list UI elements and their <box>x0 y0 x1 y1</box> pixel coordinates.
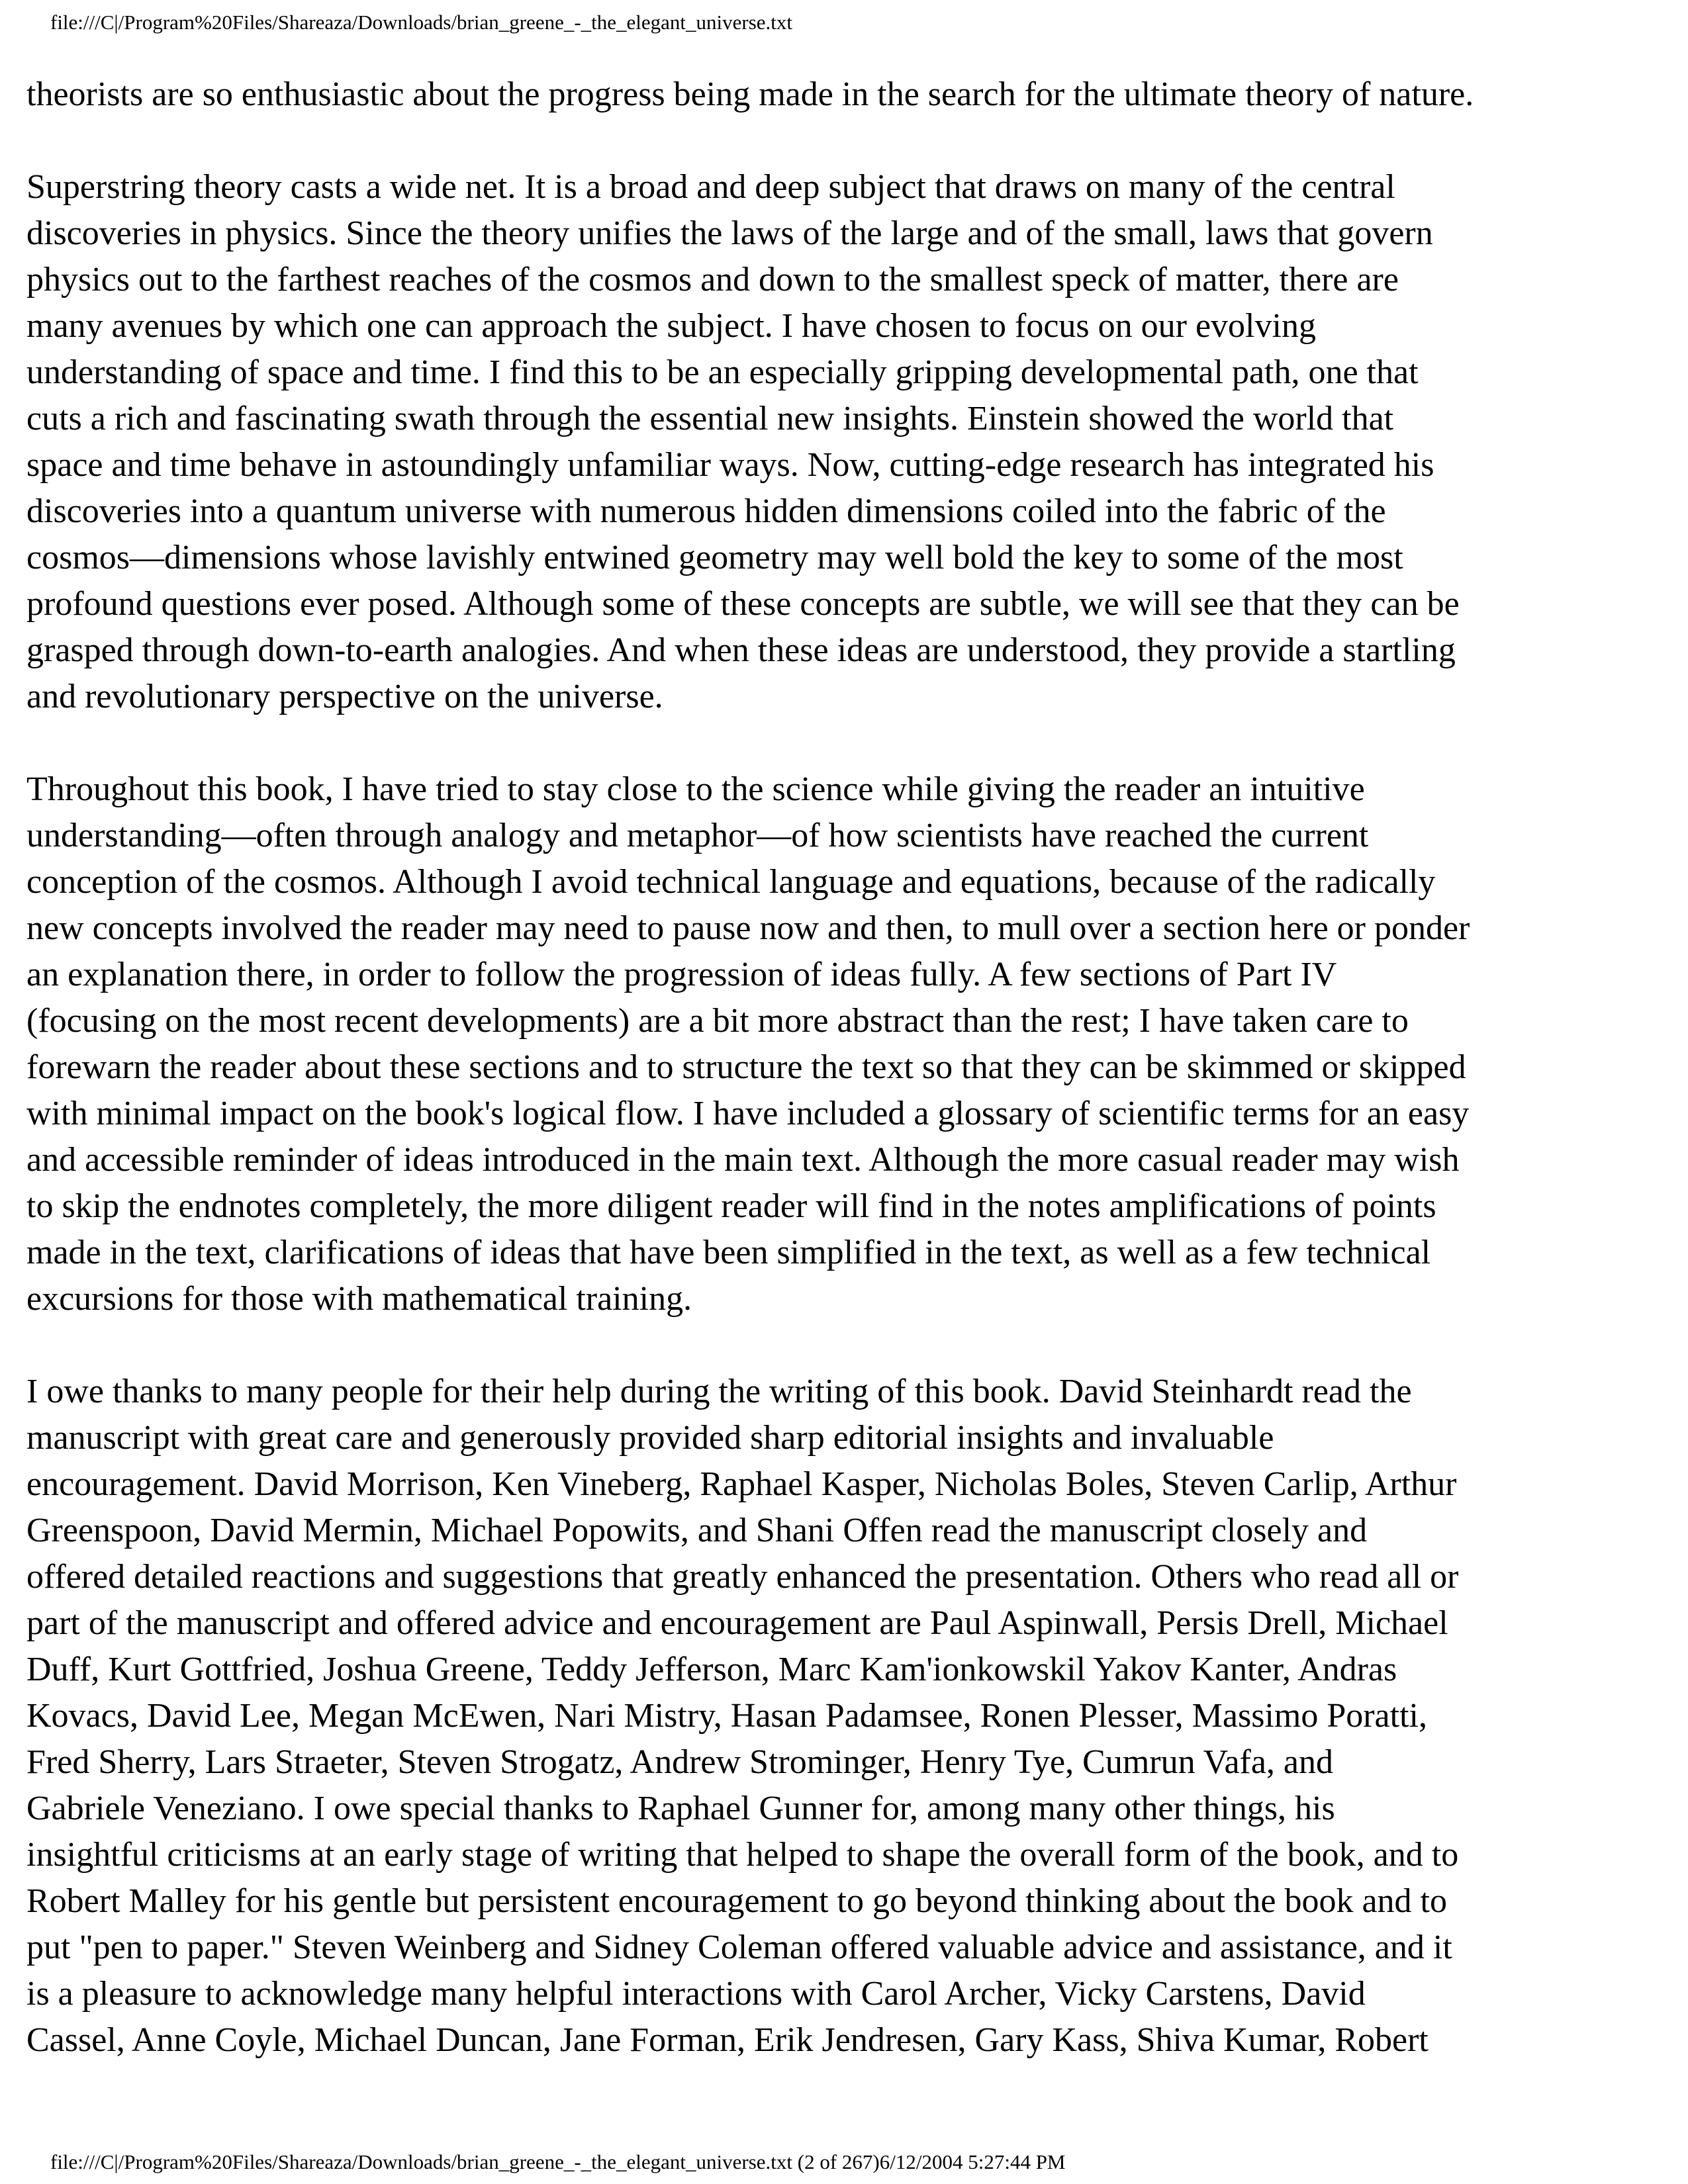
document-body <box>26 71 1675 2064</box>
paragraph-superstring-theory: Superstring theory casts a wide net. It is a broad and deep subject that draws on many of the central discoveries in physics. Since the theory unifies the laws of the large and of the small, laws that govern physics out to the farthest reaches of the cosmos and down to the smallest speck of matter, there are many avenues by which one can approach the subject. I have chosen to focus on our evolving understanding of space and time. I find this to be an especially gripping developmental path, one that cuts a rich and fascinating swath through the essential new insights. Einstein showed the world that space and time behave in astoundingly unfamiliar ways. Now, cutting-edge research has integrated his discoveries into a quantum universe with numerous hidden dimensions coiled into the fabric of the cosmos—dimensions whose lavishly entwined geometry may well bold the key to some of the most profound questions ever posed. Although some of these concepts are subtle, we will see that they can be grasped through down-to-earth analogies. And when these ideas are understood, they provide a startling and revolutionary perspective on the universe. <box>26 168 1460 715</box>
paragraph-spacer <box>26 1322 1675 1369</box>
paragraph-spacer <box>26 720 1675 766</box>
paragraph-acknowledgments: I owe thanks to many people for their help during the writing of this book. David Steinhardt read the manuscript with great care and generously provided sharp editorial insights and invaluable encouragement. David Morrison, Ken Vineberg, Raphael Kasper, Nicholas Boles, Steven Carlip, Arthur Greenspoon, David Mermin, Michael Popowits, and Shani Offen read the manuscript closely and offered detailed reactions and suggestions that greatly enhanced the presentation. Others who read all or part of the manuscript and offered advice and encouragement are Paul Aspinwall, Persis Drell, Michael Duff, Kurt Gottfried, Joshua Greene, Teddy Jefferson, Marc Kam'ionkowskil Yakov Kanter, Andras Kovacs, David Lee, Megan McEwen, Nari Mistry, Hasan Padamsee, Ronen Plesser, Massimo Poratti, Fred Sherry, Lars Straeter, Steven Strogatz, Andrew Strominger, Henry Tye, Cumrun Vafa, and Gabriele Veneziano. I owe special thanks to Raphael Gunner for, among many other things, his insightful criticisms at an early stage of writing that helped to shape the overall form of the book, and to Robert Malley for his gentle but persistent encouragement to go beyond thinking about the book and to put "pen to paper." Steven Weinberg and Sidney Coleman offered valuable advice and assistance, and it is a pleasure to acknowledge many helpful interactions with Carol Archer, Vicky Carstens, David Cassel, Anne Coyle, Michael Duncan, Jane Forman, Erik Jendresen, Gary Kass, Shiva Kumar, Robert <box>26 1373 1459 2059</box>
paragraph-spacer <box>26 118 1675 164</box>
paragraph-throughout-this-book: Throughout this book, I have tried to stay close to the science while giving the reader an intuitive understanding—often through analogy and metaphor—of how scientists have reached the current conception of the cosmos. Although I avoid technical language and equations, because of the radically new concepts involved the reader may need to pause now and then, to mull over a section here or ponder an explanation there, in order to follow the progression of ideas fully. A few sections of Part IV (focusing on the most recent developments) are a bit more abstract than the rest; I have taken care to forewarn the reader about these sections and to structure the text so that they can be skimmed or skipped with minimal impact on the book's logical flow. I have included a glossary of scientific terms for an easy and accessible reminder of ideas introduced in the main text. Although the more casual reader may wish to skip the endnotes completely, the more diligent reader will find in the notes amplifications of points made in the text, clarifications of ideas that have been simplified in the text, as well as a few technical excursions for those with mathematical training. <box>26 770 1470 1318</box>
paragraph-intro-continuation: theorists are so enthusiastic about the progress being made in the search for the ultimate theory of nature. <box>26 75 1474 113</box>
footer-file-info: file:///C|/Program%20Files/Shareaza/Downloads/brian_greene_-_the_elegant_universe.txt (2 of 267)6/12/2004 5:27:44 PM <box>50 2150 1066 2173</box>
header-file-url: file:///C|/Program%20Files/Shareaza/Downloads/brian_greene_-_the_elegant_universe.txt <box>50 11 793 34</box>
